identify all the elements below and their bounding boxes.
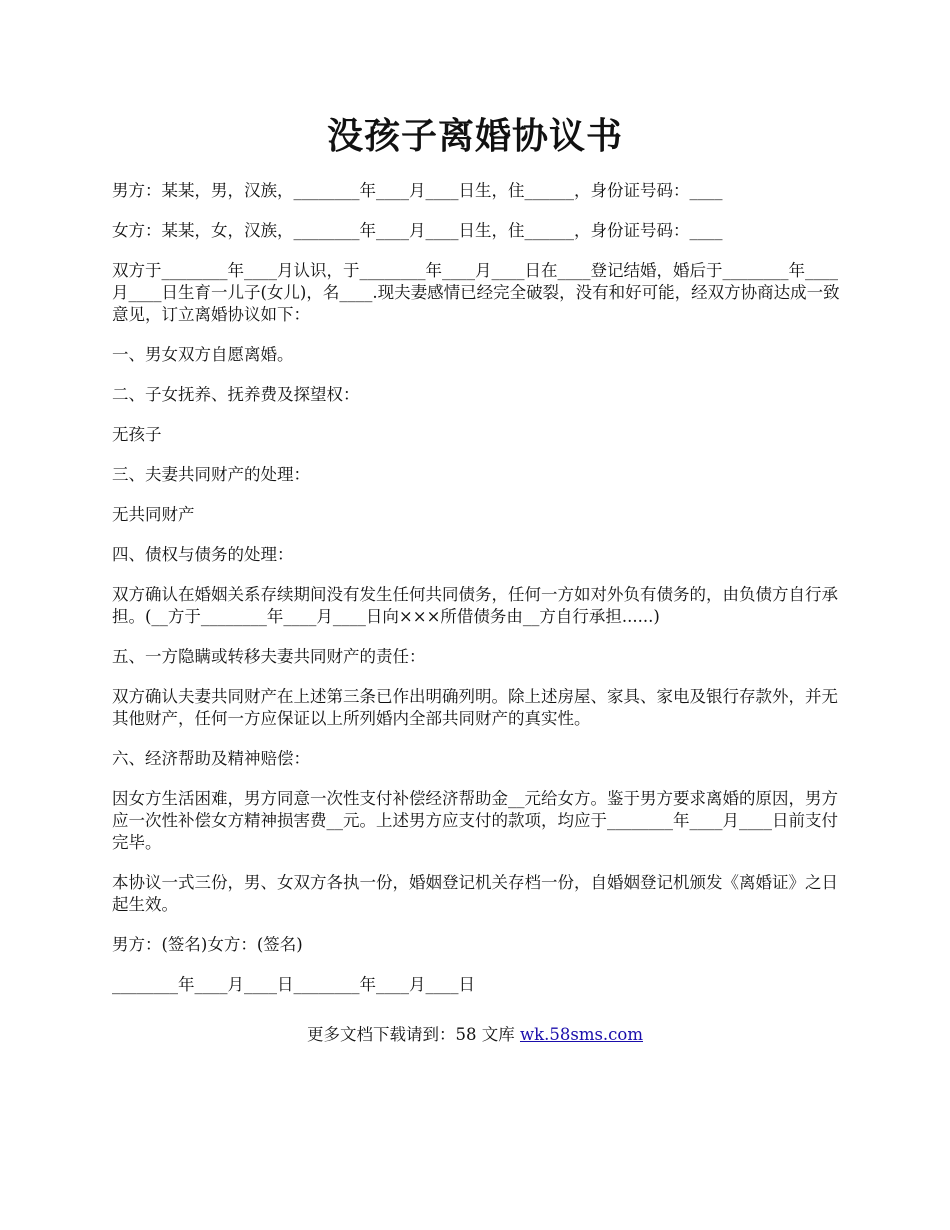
clause-4-body: 双方确认在婚姻关系存续期间没有发生任何共同债务，任何一方如对外负有债务的，由负债方自行承担。(__方于________年____月____日向×××所借债务由__方自行承担......)	[112, 585, 838, 626]
document-body	[112, 180, 842, 1014]
clause-4-heading: 四、债权与债务的处理：	[112, 545, 294, 564]
clause-2-heading: 二、子女抚养、抚养费及探望权：	[112, 385, 360, 404]
footer-text: 更多文档下载请到：58 文库	[306, 1025, 520, 1044]
clause-3-heading: 三、夫妻共同财产的处理：	[112, 465, 310, 484]
male-party-info: 男方：某某，男，汉族，________年____月____日生，住______，身份证号码：____	[112, 181, 723, 200]
female-party-info: 女方：某某，女，汉族，________年____月____日生，住______，身份证号码：____	[112, 221, 723, 240]
clause-1-heading: 一、男女双方自愿离婚。	[112, 345, 294, 364]
document-title: 没孩子离婚协议书	[326, 115, 623, 157]
clause-5-heading: 五、一方隐瞒或转移夫妻共同财产的责任：	[112, 647, 426, 666]
preamble-paragraph: 双方于________年____月认识，于________年____月____日在____登记结婚，婚后于________年____月____日生育一儿子(女儿)，名____.现夫妻感情已经完全破裂，没有和好可能，经双方协商达成一致意见，订立离婚协议如下：	[112, 261, 840, 324]
clause-6-heading: 六、经济帮助及精神赔偿：	[112, 749, 310, 768]
clause-6-body: 因女方生活困难，男方同意一次性支付补偿经济帮助金__元给女方。鉴于男方要求离婚的原因，男方应一次性补偿女方精神损害费__元。上述男方应支付的款项，均应于________年____月____日前支付完毕。	[112, 789, 838, 852]
date-line: ________年____月____日________年____月____日	[112, 975, 475, 994]
clause-3-body: 无共同财产	[112, 505, 195, 524]
effectiveness-clause: 本协议一式三份，男、女双方各执一份，婚姻登记机关存档一份，自婚姻登记机颁发《离婚证》之日起生效。	[112, 873, 838, 914]
clause-2-body: 无孩子	[112, 425, 162, 444]
download-footer	[0, 1024, 950, 1046]
footer-link[interactable]: wk.58sms.com	[519, 1025, 643, 1044]
clause-5-body: 双方确认夫妻共同财产在上述第三条已作出明确列明。除上述房屋、家具、家电及银行存款外，并无其他财产，任何一方应保证以上所列婚内全部共同财产的真实性。	[112, 687, 838, 728]
signature-line: 男方：(签名)女方：(签名)	[112, 935, 303, 954]
